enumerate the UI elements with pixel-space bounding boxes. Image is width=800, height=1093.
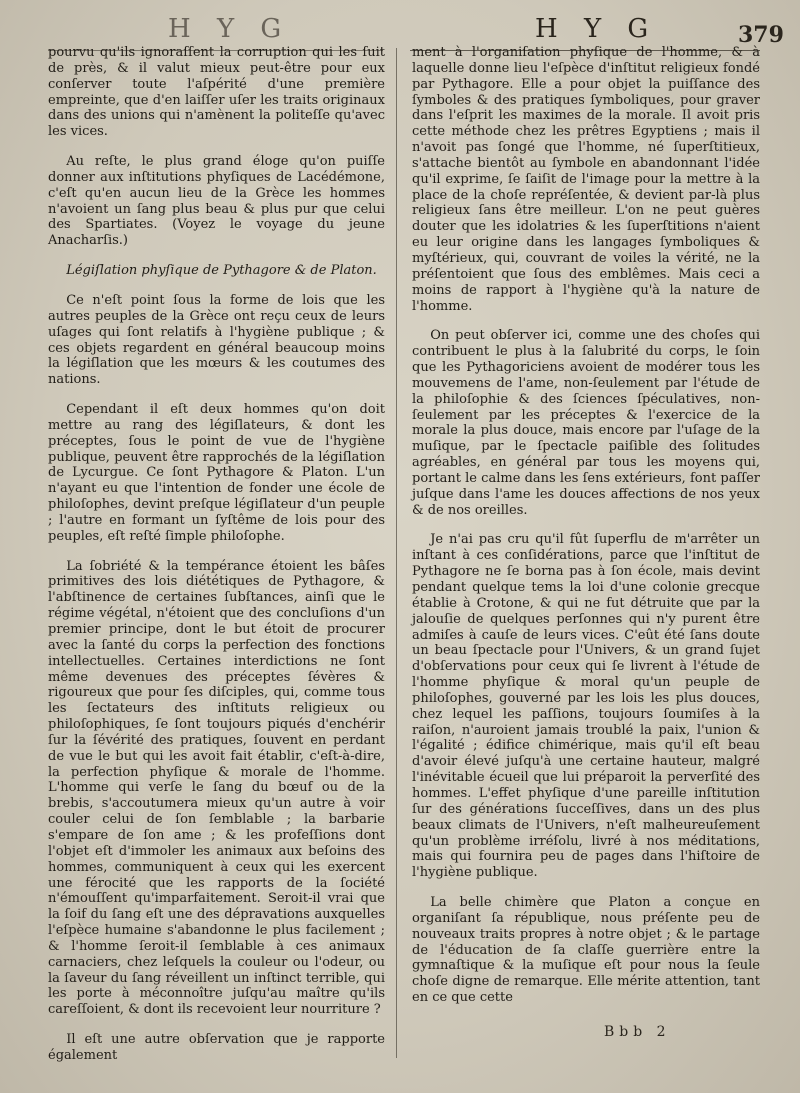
left-paragraph-4: Cependant il eſt deux hommes qu'on doit mettre au rang des légiſlateurs, & dont les préceptes, ſous le point de vue de l'hygiène publique, peuvent être rapprochés de la légiſlation de Lycurgue. Ce ſont Pythagore & Platon. L'un n'ayant eu que l'intention de fonder une école de philoſophes, devint preſque légiſlateur d'un peuple ; l'autre en formant un ſyſtême de lois pour des peuples, eſt reſté ſimple philoſophe. xyxy=(48,402,385,544)
left-running-head: H Y G xyxy=(168,14,291,44)
left-paragraph-2: Au reſte, le plus grand éloge qu'on puiſſe donner aux inſtitutions phyſiques de Lacédémone, c'eſt qu'en aucun lieu de la Grèce les hommes n'avoient un ſang plus beau & plus pur que celui des Spartiates. (Voyez le voyage du jeune Anacharſis.) xyxy=(48,154,385,249)
signature-mark: Bbb 2 xyxy=(604,1024,671,1040)
right-paragraph-3: Je n'ai pas cru qu'il fût ſuperflu de m'arrêter un inſtant à ces conſidérations, parce que l'inſtitut de Pythagore ne ſe borna pas à ſon école, mais devint pendant quelque tems la loi d'une colonie grecque établie à Crotone, & qui ne fut détruite que par la jalouſie de quelques perſonnes qui n'y purent être admiſes à cauſe de leurs vices. C'eût été ſans doute un beau ſpectacle pour l'Univers, & un grand ſujet d'obſervations pour ceux qui ſe livrent à l'étude de l'homme phyſique & moral qu'un peuple de philoſophes, gouverné par les lois les plus douces, chez lequel les paſſions, toujours ſoumiſes à la raiſon, n'auroient jamais troublé la paix, l'union & l'égalité ; édifice chimérique, mais qu'il eſt beau d'avoir élevé juſqu'à une certaine hauteur, malgré l'inévitable écueil que lui préparoit la perverſité des hommes. L'effet phyſique d'une pareille inſtitution ſur des générations ſucceſſives, dans un des plus beaux climats de l'Univers, n'eſt malheureuſement qu'un problème irréſolu, livré à nos méditations, mais qui fournira peu de pages dans l'hiſtoire de l'hygiène publique. xyxy=(412,532,760,881)
left-paragraph-3: Ce n'eſt point ſous la forme de lois que les autres peuples de la Grèce ont reçu ceux de leurs uſages qui ſont relatifs à l'hygiène publique ; & ces objets regardent en général beaucoup moins la légiſlation que les mœurs & les coutumes des nations. xyxy=(48,292,385,388)
column-divider xyxy=(396,48,397,1058)
right-paragraph-1: ment à l'organiſation phyſique de l'homme, & à laquelle donne lieu l'eſpèce d'inſtitut religieux fondé par Pythagore. Elle a pour objet la puiſſance des ſymboles & des pratiques ſymboliques, pour graver dans l'eſprit les maximes de la morale. Il avoit pris cette méthode chez les prêtres Egyptiens ; mais il n'avoit pas ſongé que l'homme, né ſuperſtitieux, s'attache bientôt au ſymbole en abandonnant l'idée qu'il exprime, ſe ſaiſit de l'image pour la mettre à la place de la choſe repréſentée, & devient par-là plus religieux ſans être meilleur. L'on ne peut guères douter que les idolatries & les ſuperſtitions n'aient eu leur origine dans les langages ſymboliques & myſtérieux, qui, couvrant de voiles la vérité, ne la préſentoient que ſous des emblêmes. Mais ceci a moins de rapport à l'hygiène qu'à la nature de l'homme. xyxy=(412,45,760,314)
section-heading: Légiſlation phyſique de Pythagore & de Platon. xyxy=(66,263,377,279)
right-paragraph-4: La belle chimère que Platon a conçue en organiſant ſa république, nous préſente peu de nouveaux traits propres à notre objet ; & le partage de l'éducation de ſa claſſe guerrière entre la gymnaſtique & la muſique eſt pour nous la ſeule choſe digne de remarque. Elle mérite attention, tant en ce que cette xyxy=(412,895,760,1006)
left-column xyxy=(48,45,385,1078)
left-paragraph-6: Il eſt une autre obſervation que je rapporte également xyxy=(48,1032,385,1063)
right-column xyxy=(412,45,760,1020)
page-number: 379 xyxy=(738,22,784,48)
left-paragraph-5: La ſobriété & la tempérance étoient les bâſes primitives des lois diététiques de Pythagore, & l'abſtinence de certaines ſubſtances, ainſi que le régime végétal, n'étoient que des concluſions d'un premier principe, dont le but étoit de procurer avec la ſanté du corps la perfection des fonctions intellectuelles. Certaines interdictions ne ſont même devenues des préceptes ſévères & rigoureux que pour ſes diſciples, qui, comme tous les ſectateurs des inſtituts religieux ou philoſophiques, ſe ſont toujours piqués d'enchérir ſur la ſévérité des pratiques, ſouvent en perdant de vue le but qui les avoit fait établir, c'eſt-à-dire, la perfection phyſique & morale de l'homme. L'homme qui verſe le ſang du bœuf ou de la brebis, s'accoutumera mieux qu'un autre à voir couler celui de ſon ſemblable ; la barbarie s'empare de ſon ame ; & les profeſſions dont l'objet eſt d'immoler les animaux aux beſoins des hommes, communiquent à ceux qui les exercent une férocité que les rapports de la ſociété n'émouſſent qu'imparfaitement. Seroit-il vrai que la ſoif du ſang eſt une des dépravations auxquelles l'eſpèce humaine s'abandonne le plus facilement ; & l'homme ſeroit-il ſemblable à ces animaux carnaciers, chez leſquels la couleur ou l'odeur, ou la ſaveur du ſang réveillent un inſtinct terrible, qui les porte à méconnoître juſqu'au maître qu'ils careſſoient, & dont ils recevoient leur nourriture ? xyxy=(48,558,385,1018)
right-running-head: H Y G xyxy=(535,14,658,44)
right-paragraph-2: On peut obſerver ici, comme une des choſes qui contribuent le plus à la ſalubrité du corps, le ſoin que les Pythagoriciens avoient de modérer tous les mouvemens de l'ame, non-ſeulement par l'étude de la philoſophie & des ſciences ſpéculatives, non-ſeulement par les préceptes & l'exercice de la morale la plus douce, mais encore par l'uſage de la muſique, par le ſpectacle paiſible des ſolitudes agréables, en général par tous les moyens qui, portant le calme dans les ſens extérieurs, font paſſer juſque dans l'ame les douces affections de nos yeux & de nos oreilles. xyxy=(412,328,760,518)
left-paragraph-1: pourvu qu'ils ignoraſſent la corruption qui les ſuit de près, & il valut mieux peut-être pour eux conſerver toute l'aſpérité d'une première empreinte, que d'en laiſſer uſer les traits originaux dans des unions qui n'amènent la politeſſe qu'avec les vices. xyxy=(48,45,385,140)
